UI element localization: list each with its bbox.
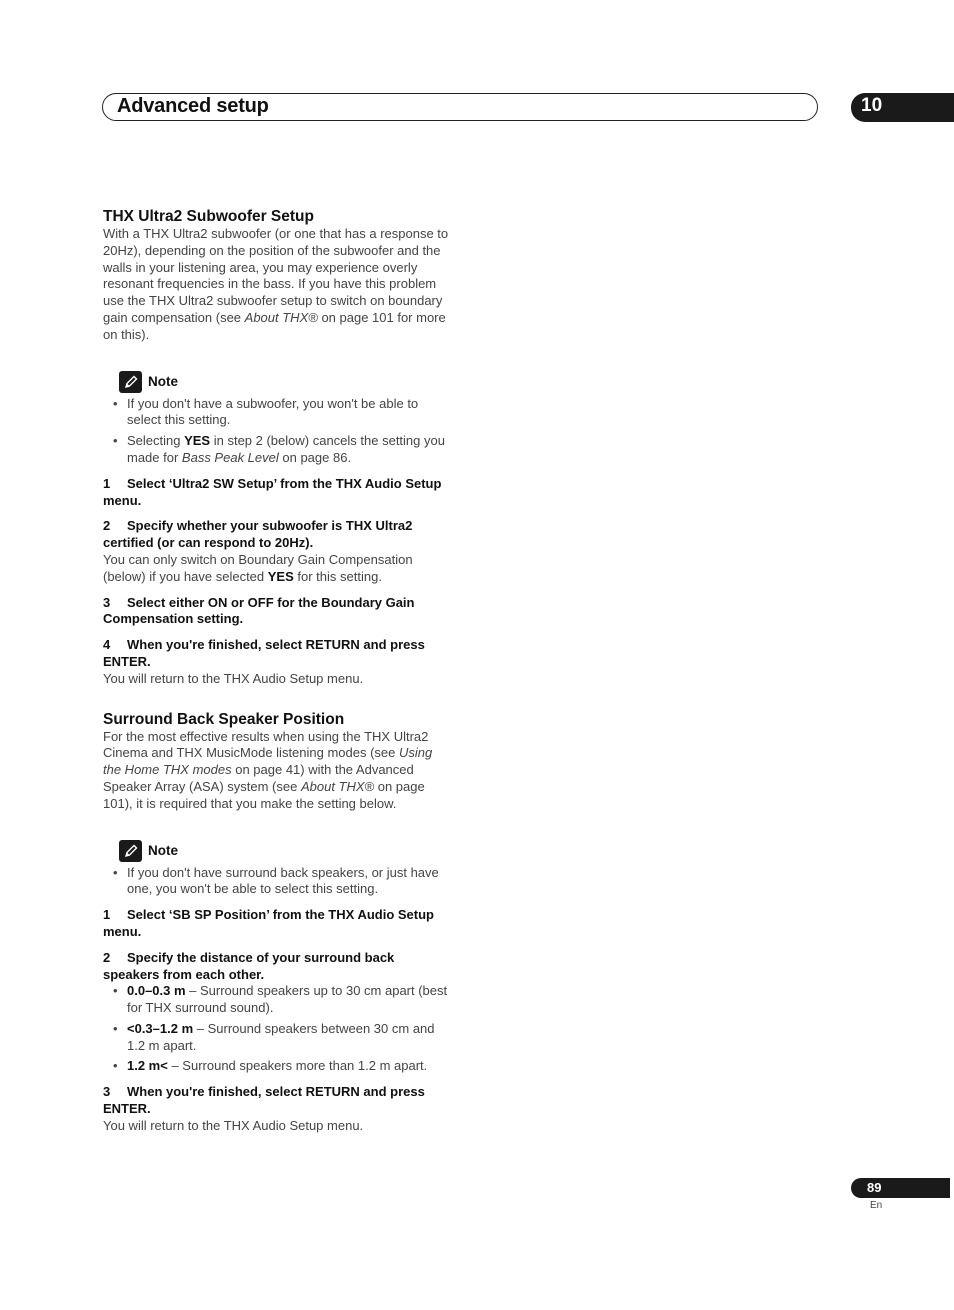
note-label: Note	[148, 843, 178, 859]
step-2-body: You can only switch on Boundary Gain Compensation (below) if you have selected YES for this setting.	[103, 551, 413, 584]
step-4: 4 When you're finished, select RETURN and press ENTER.	[103, 637, 425, 669]
section-heading-subwoofer: THX Ultra2 Subwoofer Setup	[103, 208, 314, 225]
section-heading-surround-back: Surround Back Speaker Position	[103, 710, 345, 728]
step-4-body: You will return to the THX Audio Setup menu.	[103, 670, 364, 686]
list-item: • 1.2 m< – Surround speakers more than 1.2 m apart.	[103, 1058, 453, 1075]
note-list	[103, 396, 453, 467]
step-3: 3 When you're finished, select RETURN and press ENTER.	[103, 1084, 425, 1117]
option-list	[103, 983, 453, 1075]
list-item: • <0.3–1.2 m – Surround speakers between 30 cm and 1.2 m apart.	[103, 1021, 453, 1055]
note-label: Note	[148, 374, 178, 390]
list-item: • If you don't have a subwoofer, you won't be able to select this setting.	[103, 396, 453, 430]
language-label: En	[870, 1200, 883, 1211]
page-number-tab	[851, 1178, 950, 1198]
section-intro-subwoofer: With a THX Ultra2 subwoofer (or one that has a response to 20Hz), depending on the position of the subwoofer and the walls in your listening area, you may experience overly resonant frequencies in the bass. If you have this problem use the THX Ultra2 subwoofer setup to switch on boundary gain compensation (see About THX® on page 101 for more on this).	[103, 226, 449, 342]
chapter-number: 10	[861, 95, 883, 116]
list-item: • 0.0–0.3 m – Surround speakers up to 30 cm apart (best for THX surround sound).	[103, 983, 453, 1017]
page-title: Advanced setup	[117, 95, 269, 117]
pencil-icon	[119, 840, 142, 862]
content-column	[103, 207, 453, 1135]
note-header	[119, 370, 453, 394]
chapter-tab	[851, 93, 954, 122]
list-item: • If you don't have surround back speakers, or just have one, you won't be able to select this setting.	[103, 865, 453, 899]
header-bar	[102, 93, 818, 121]
step-2: 2 Specify whether your subwoofer is THX Ultra2 certified (or can respond to 20Hz).	[103, 518, 413, 551]
list-item: • Selecting YES in step 2 (below) cancels the setting you made for Bass Peak Level on page 86.	[103, 433, 453, 467]
step-2: 2 Specify the distance of your surround back speakers from each other.	[103, 949, 395, 982]
section-intro-surround-back: For the most effective results when using the THX Ultra2 Cinema and THX MusicMode listening modes (see Using the Home THX modes on page 41) with the Advanced Speaker Array (ASA) system (see About THX® on page 101), it is required that you make the setting below.	[103, 728, 433, 811]
page-number: 89	[867, 1180, 882, 1195]
step-1: 1 Select ‘SB SP Position’ from the THX Audio Setup menu.	[103, 907, 434, 939]
note-header	[119, 839, 453, 863]
step-3-body: You will return to the THX Audio Setup menu.	[103, 1117, 364, 1133]
pencil-icon	[119, 371, 142, 393]
step-1: 1 Select ‘Ultra2 SW Setup’ from the THX Audio Setup menu.	[103, 475, 442, 508]
note-list	[103, 865, 453, 899]
step-3: 3 Select either ON or OFF for the Boundary Gain Compensation setting.	[103, 594, 415, 627]
